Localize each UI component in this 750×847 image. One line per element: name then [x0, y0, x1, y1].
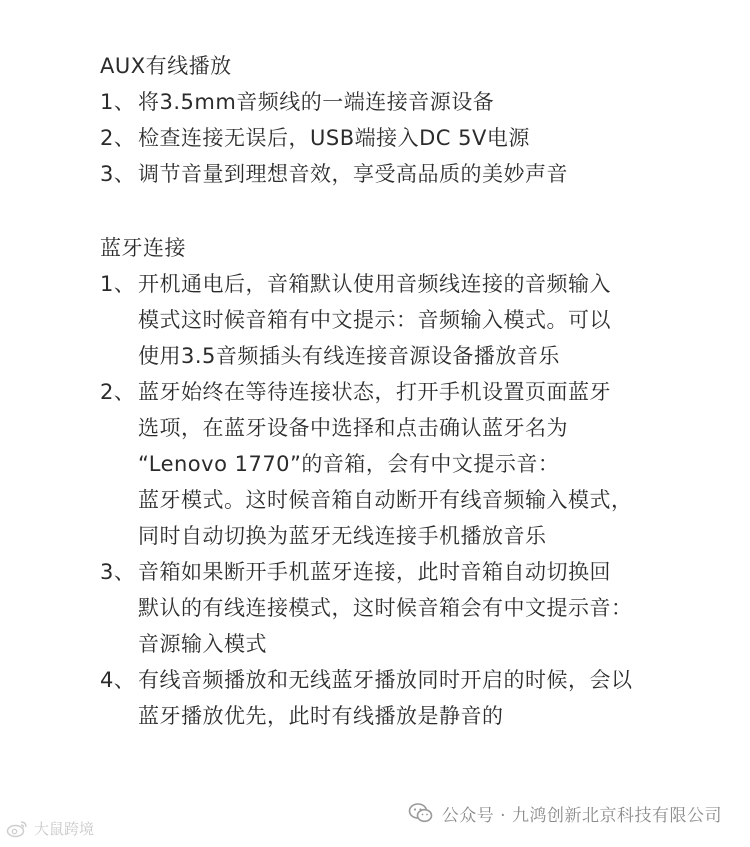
bluetooth-step-2 — [100, 374, 730, 554]
step-text — [138, 554, 730, 662]
aux-step-2 — [100, 120, 730, 156]
account-name: 公众号 · 九鸿创新北京科技有限公司 — [441, 805, 722, 826]
step-text — [138, 120, 730, 156]
step-line: 蓝牙始终在等待连接状态，打开手机设置页面蓝牙 — [138, 380, 611, 404]
aux-step-3 — [100, 156, 730, 192]
aux-step-1 — [100, 84, 730, 120]
step-text — [138, 662, 730, 734]
step-line: 同时自动切换为蓝牙无线连接手机播放音乐 — [138, 524, 547, 548]
document-body — [100, 48, 730, 734]
step-line: 蓝牙模式。这时候音箱自动断开有线音频输入模式， — [138, 488, 633, 512]
step-line: 音源输入模式 — [138, 632, 267, 656]
step-line: 检查连接无误后，USB端接入DC 5V电源 — [138, 126, 530, 150]
step-line: 有线音频播放和无线蓝牙播放同时开启的时候，会以 — [138, 668, 633, 692]
bluetooth-section-title: 蓝牙连接 — [100, 236, 186, 260]
step-number: 4、 — [100, 668, 136, 692]
step-line: 选项，在蓝牙设备中选择和点击确认蓝牙名为 — [138, 416, 568, 440]
step-text — [138, 84, 730, 120]
step-number: 3、 — [100, 162, 136, 186]
step-number: 2、 — [100, 126, 136, 150]
step-line: 将3.5mm音频线的一端连接音源设备 — [138, 90, 495, 114]
wechat-icon — [408, 800, 434, 826]
step-line: “Lenovo 1770”的音箱，会有中文提示音： — [138, 452, 560, 476]
bluetooth-step-1 — [100, 266, 730, 374]
step-number: 1、 — [100, 272, 136, 296]
aux-steps-list — [100, 84, 730, 192]
weibo-icon — [6, 820, 28, 838]
bluetooth-steps-list — [100, 266, 730, 734]
step-number: 1、 — [100, 90, 136, 114]
step-line: 调节音量到理想音效，享受高品质的美妙声音 — [138, 162, 568, 186]
weibo-watermark — [6, 818, 94, 839]
step-text — [138, 374, 730, 554]
step-number: 3、 — [100, 560, 136, 584]
wechat-account-attribution — [408, 800, 722, 826]
aux-section-title: AUX有线播放 — [100, 54, 232, 78]
watermark-text: 大鼠跨境 — [34, 820, 95, 838]
bluetooth-step-4 — [100, 662, 730, 734]
section-spacer — [100, 192, 730, 230]
step-line: 蓝牙播放优先，此时有线播放是静音的 — [138, 704, 504, 728]
step-text — [138, 156, 730, 192]
step-line: 使用3.5音频插头有线连接音源设备播放音乐 — [138, 344, 560, 368]
step-number: 2、 — [100, 380, 136, 404]
step-line: 音箱如果断开手机蓝牙连接，此时音箱自动切换回 — [138, 560, 611, 584]
step-line: 模式这时候音箱有中文提示：音频输入模式。可以 — [138, 308, 611, 332]
step-line: 开机通电后，音箱默认使用音频线连接的音频输入 — [138, 272, 611, 296]
step-text — [138, 266, 730, 374]
step-line: 默认的有线连接模式，这时候音箱会有中文提示音： — [138, 596, 633, 620]
bluetooth-step-3 — [100, 554, 730, 662]
